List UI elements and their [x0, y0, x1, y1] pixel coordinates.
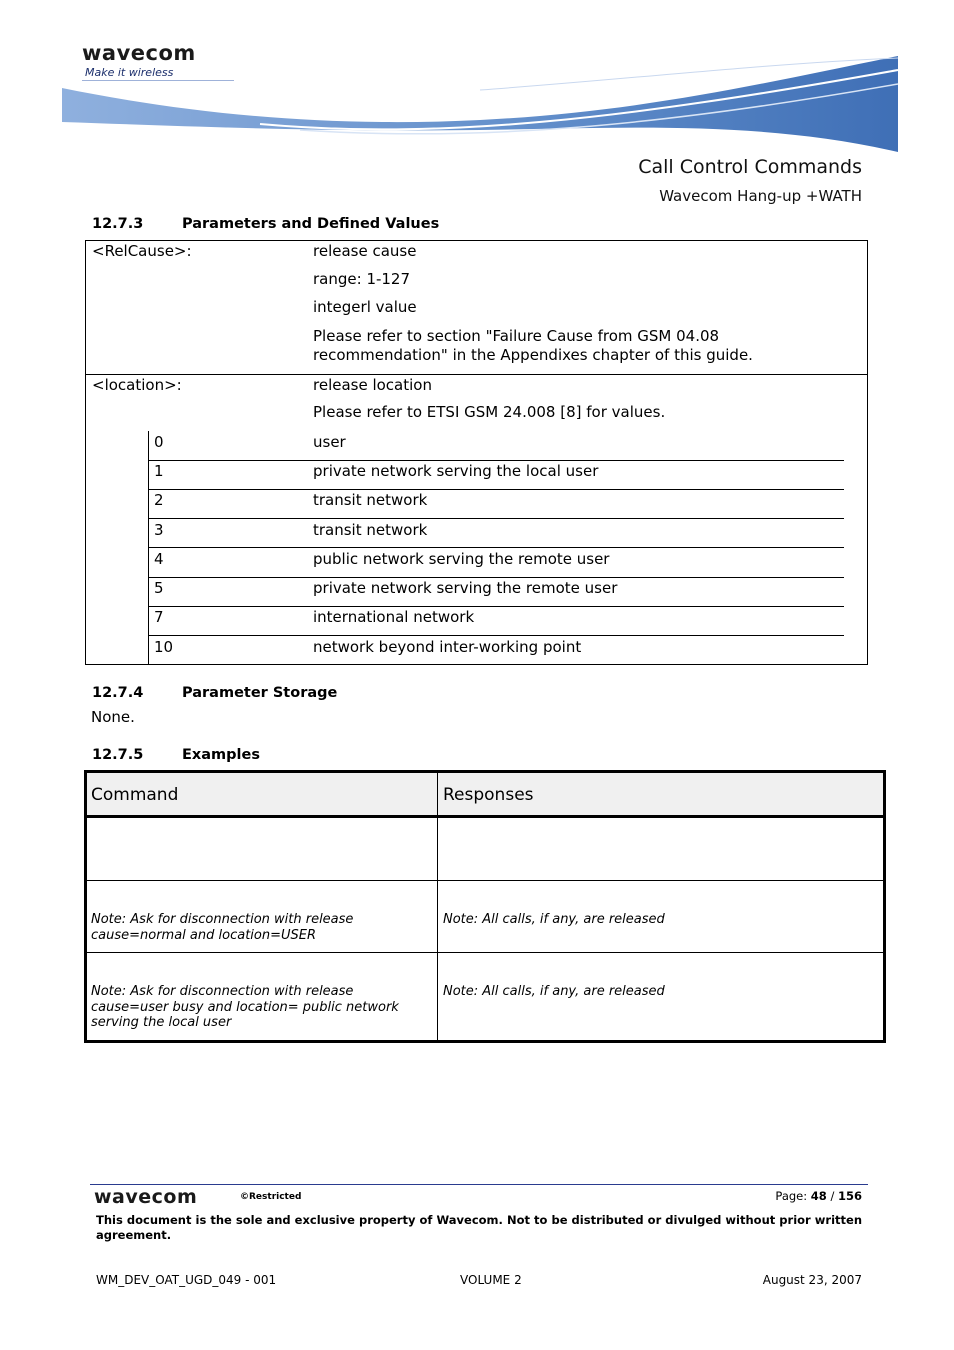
heading-title: Examples [182, 747, 260, 763]
page-total: 156 [837, 1189, 862, 1203]
param-relcause-name: <RelCause>: [92, 242, 192, 260]
heading-params [92, 216, 439, 232]
logo-tagline: Make it wireless [85, 66, 174, 79]
page-current: 48 [810, 1189, 827, 1203]
row-divider [148, 518, 844, 519]
note-line: serving the local user [91, 1015, 232, 1030]
note-line: cause=user busy and location= public network [91, 999, 399, 1015]
row-divider [87, 952, 883, 953]
row-divider [148, 489, 844, 490]
param-line: integerl value [313, 298, 417, 316]
value-desc: private network serving the remote user [313, 579, 618, 597]
value-desc: private network serving the local user [313, 462, 599, 480]
header-responses: Responses [443, 785, 534, 805]
heading-title: Parameter Storage [182, 685, 338, 701]
value-desc: user [313, 433, 346, 451]
page-separator: / [830, 1189, 835, 1203]
value-code: 2 [154, 491, 164, 509]
heading-examples [92, 747, 260, 763]
value-code: 10 [154, 638, 174, 656]
value-desc: international network [313, 608, 475, 626]
param-line: recommendation" in the Appendixes chapter of this guide. [313, 346, 753, 364]
value-code: 1 [154, 462, 164, 480]
note-line: Note: Ask for disconnection with release [91, 984, 354, 999]
value-desc: transit network [313, 521, 428, 539]
page-label: Page: [775, 1189, 808, 1203]
example-response-note: Note: All calls, if any, are released [443, 912, 665, 927]
row-divider [148, 635, 844, 636]
row-divider [148, 460, 844, 461]
footer-rule [90, 1184, 868, 1185]
column-divider [437, 773, 438, 1040]
value-desc: network beyond inter-working point [313, 638, 582, 656]
param-line: Please refer to section "Failure Cause from GSM 04.08 [313, 327, 720, 345]
example-command-note [91, 912, 353, 943]
note-line: Note: Ask for disconnection with release [91, 912, 354, 927]
param-line: Please refer to ETSI GSM 24.008 [8] for values. [313, 403, 666, 421]
section-subtitle: Wavecom Hang-up +WATH [659, 187, 862, 205]
document-id: WM_DEV_OAT_UGD_049 - 001 [96, 1273, 277, 1287]
heading-title: Parameters and Defined Values [182, 216, 440, 232]
value-desc: public network serving the remote user [313, 550, 610, 568]
chapter-title: Call Control Commands [638, 156, 862, 178]
document-date: August 23, 2007 [762, 1273, 862, 1287]
header-divider [87, 815, 883, 818]
parameters-table [85, 240, 868, 665]
footer-wavecom-logo: wavecom [94, 1186, 198, 1208]
row-divider [148, 547, 844, 548]
param-location-name: <location>: [92, 376, 182, 394]
value-desc: transit network [313, 491, 428, 509]
row-divider [148, 577, 844, 578]
heading-number: 12.7.5 [92, 747, 144, 763]
row-divider [86, 374, 867, 375]
row-divider [148, 606, 844, 607]
row-divider [87, 880, 883, 881]
logo-underline [82, 80, 234, 81]
restricted-label: ©Restricted [240, 1192, 302, 1202]
volume-label: VOLUME 2 [460, 1273, 522, 1287]
param-line: release location [313, 376, 432, 394]
param-line: range: 1-127 [313, 270, 411, 288]
heading-number: 12.7.4 [92, 685, 144, 701]
heading-number: 12.7.3 [92, 216, 144, 232]
storage-body: None. [91, 708, 135, 726]
value-code: 7 [154, 608, 164, 626]
example-command-note [91, 984, 399, 1031]
confidentiality-notice: This document is the sole and exclusive property of Wavecom. Not to be distributed or divulged without prior written agreement. [96, 1213, 862, 1242]
header-swoosh-graphic [60, 50, 900, 160]
note-line: cause=normal and location=USER [91, 927, 317, 943]
value-code: 0 [154, 433, 164, 451]
value-code: 5 [154, 579, 164, 597]
page-indicator [775, 1189, 862, 1203]
heading-storage [92, 685, 337, 701]
header-command: Command [91, 785, 179, 805]
example-response-note: Note: All calls, if any, are released [443, 984, 665, 999]
param-line: release cause [313, 242, 417, 260]
value-code: 3 [154, 521, 164, 539]
wavecom-logo: wavecom [82, 41, 196, 65]
examples-table [84, 770, 886, 1043]
value-code: 4 [154, 550, 164, 568]
